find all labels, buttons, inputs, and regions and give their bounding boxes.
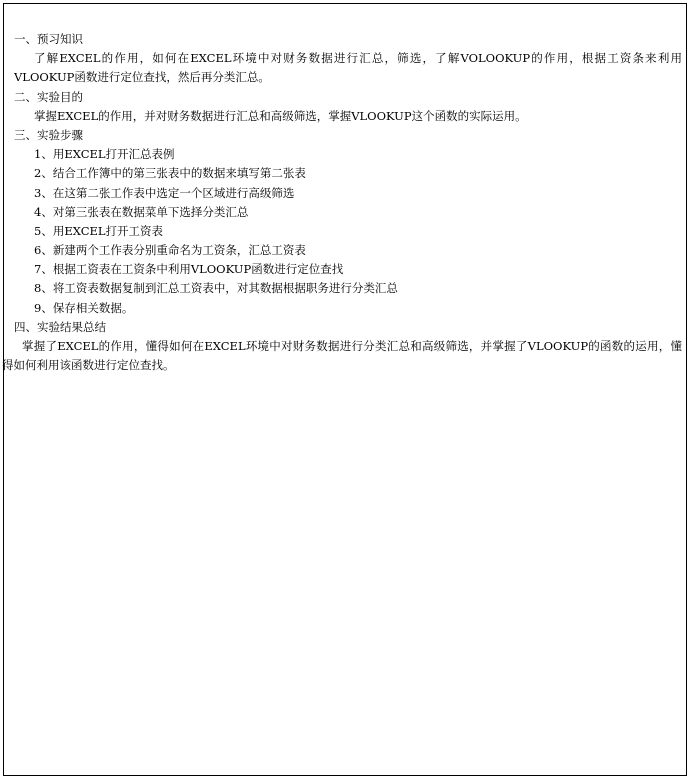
steps-list (14, 145, 682, 318)
section-heading-summary: 四、实验结果总结 (14, 319, 106, 334)
step-item: 2、结合工作簿中的第三张表中的数据来填写第二张表 (34, 166, 306, 181)
section-heading-steps: 三、实验步骤 (14, 127, 83, 142)
section-heading-preview: 一、预习知识 (14, 32, 83, 46)
step-item: 3、在这第二张工作表中选定一个区域进行高级筛选 (34, 185, 295, 200)
section-heading-purpose: 二、实验目的 (14, 89, 83, 104)
step-item: 5、用EXCEL打开工资表 (34, 223, 164, 238)
step-item: 9、保存相关数据。 (34, 300, 134, 315)
step-item: 7、根据工资表在工资条中利用VLOOKUP函数进行定位查找 (34, 262, 344, 277)
step-item: 8、将工资表数据复制到汇总工资表中，对其数据根据职务进行分类汇总 (34, 281, 398, 296)
purpose-paragraph: 掌握EXCEL的作用，并对财务数据进行汇总和高级筛选，掌握VLOOKUP这个函数的实际运用。 (34, 108, 527, 123)
summary-paragraph: 掌握了EXCEL的作用，懂得如何在EXCEL环境中对财务数据进行分类汇总和高级筛选，并掌握了VLOOKUP的函数的运用，懂得如何利用该函数进行定位查找。 (2, 339, 682, 373)
step-item: 6、新建两个工作表分别重命名为工资条，汇总工资表 (34, 243, 306, 258)
step-item: 4、对第三张表在数据菜单下选择分类汇总 (34, 204, 249, 219)
preview-paragraph: 了解EXCEL的作用，如何在EXCEL环境中对财务数据进行汇总，筛选，了解VOLOOKUP的作用，根据工资条来利用VLOOKUP函数进行定位查找，然后再分类汇总。 (14, 51, 682, 85)
document-body (2, 30, 682, 375)
step-item: 1、用EXCEL打开汇总表例 (34, 147, 175, 162)
